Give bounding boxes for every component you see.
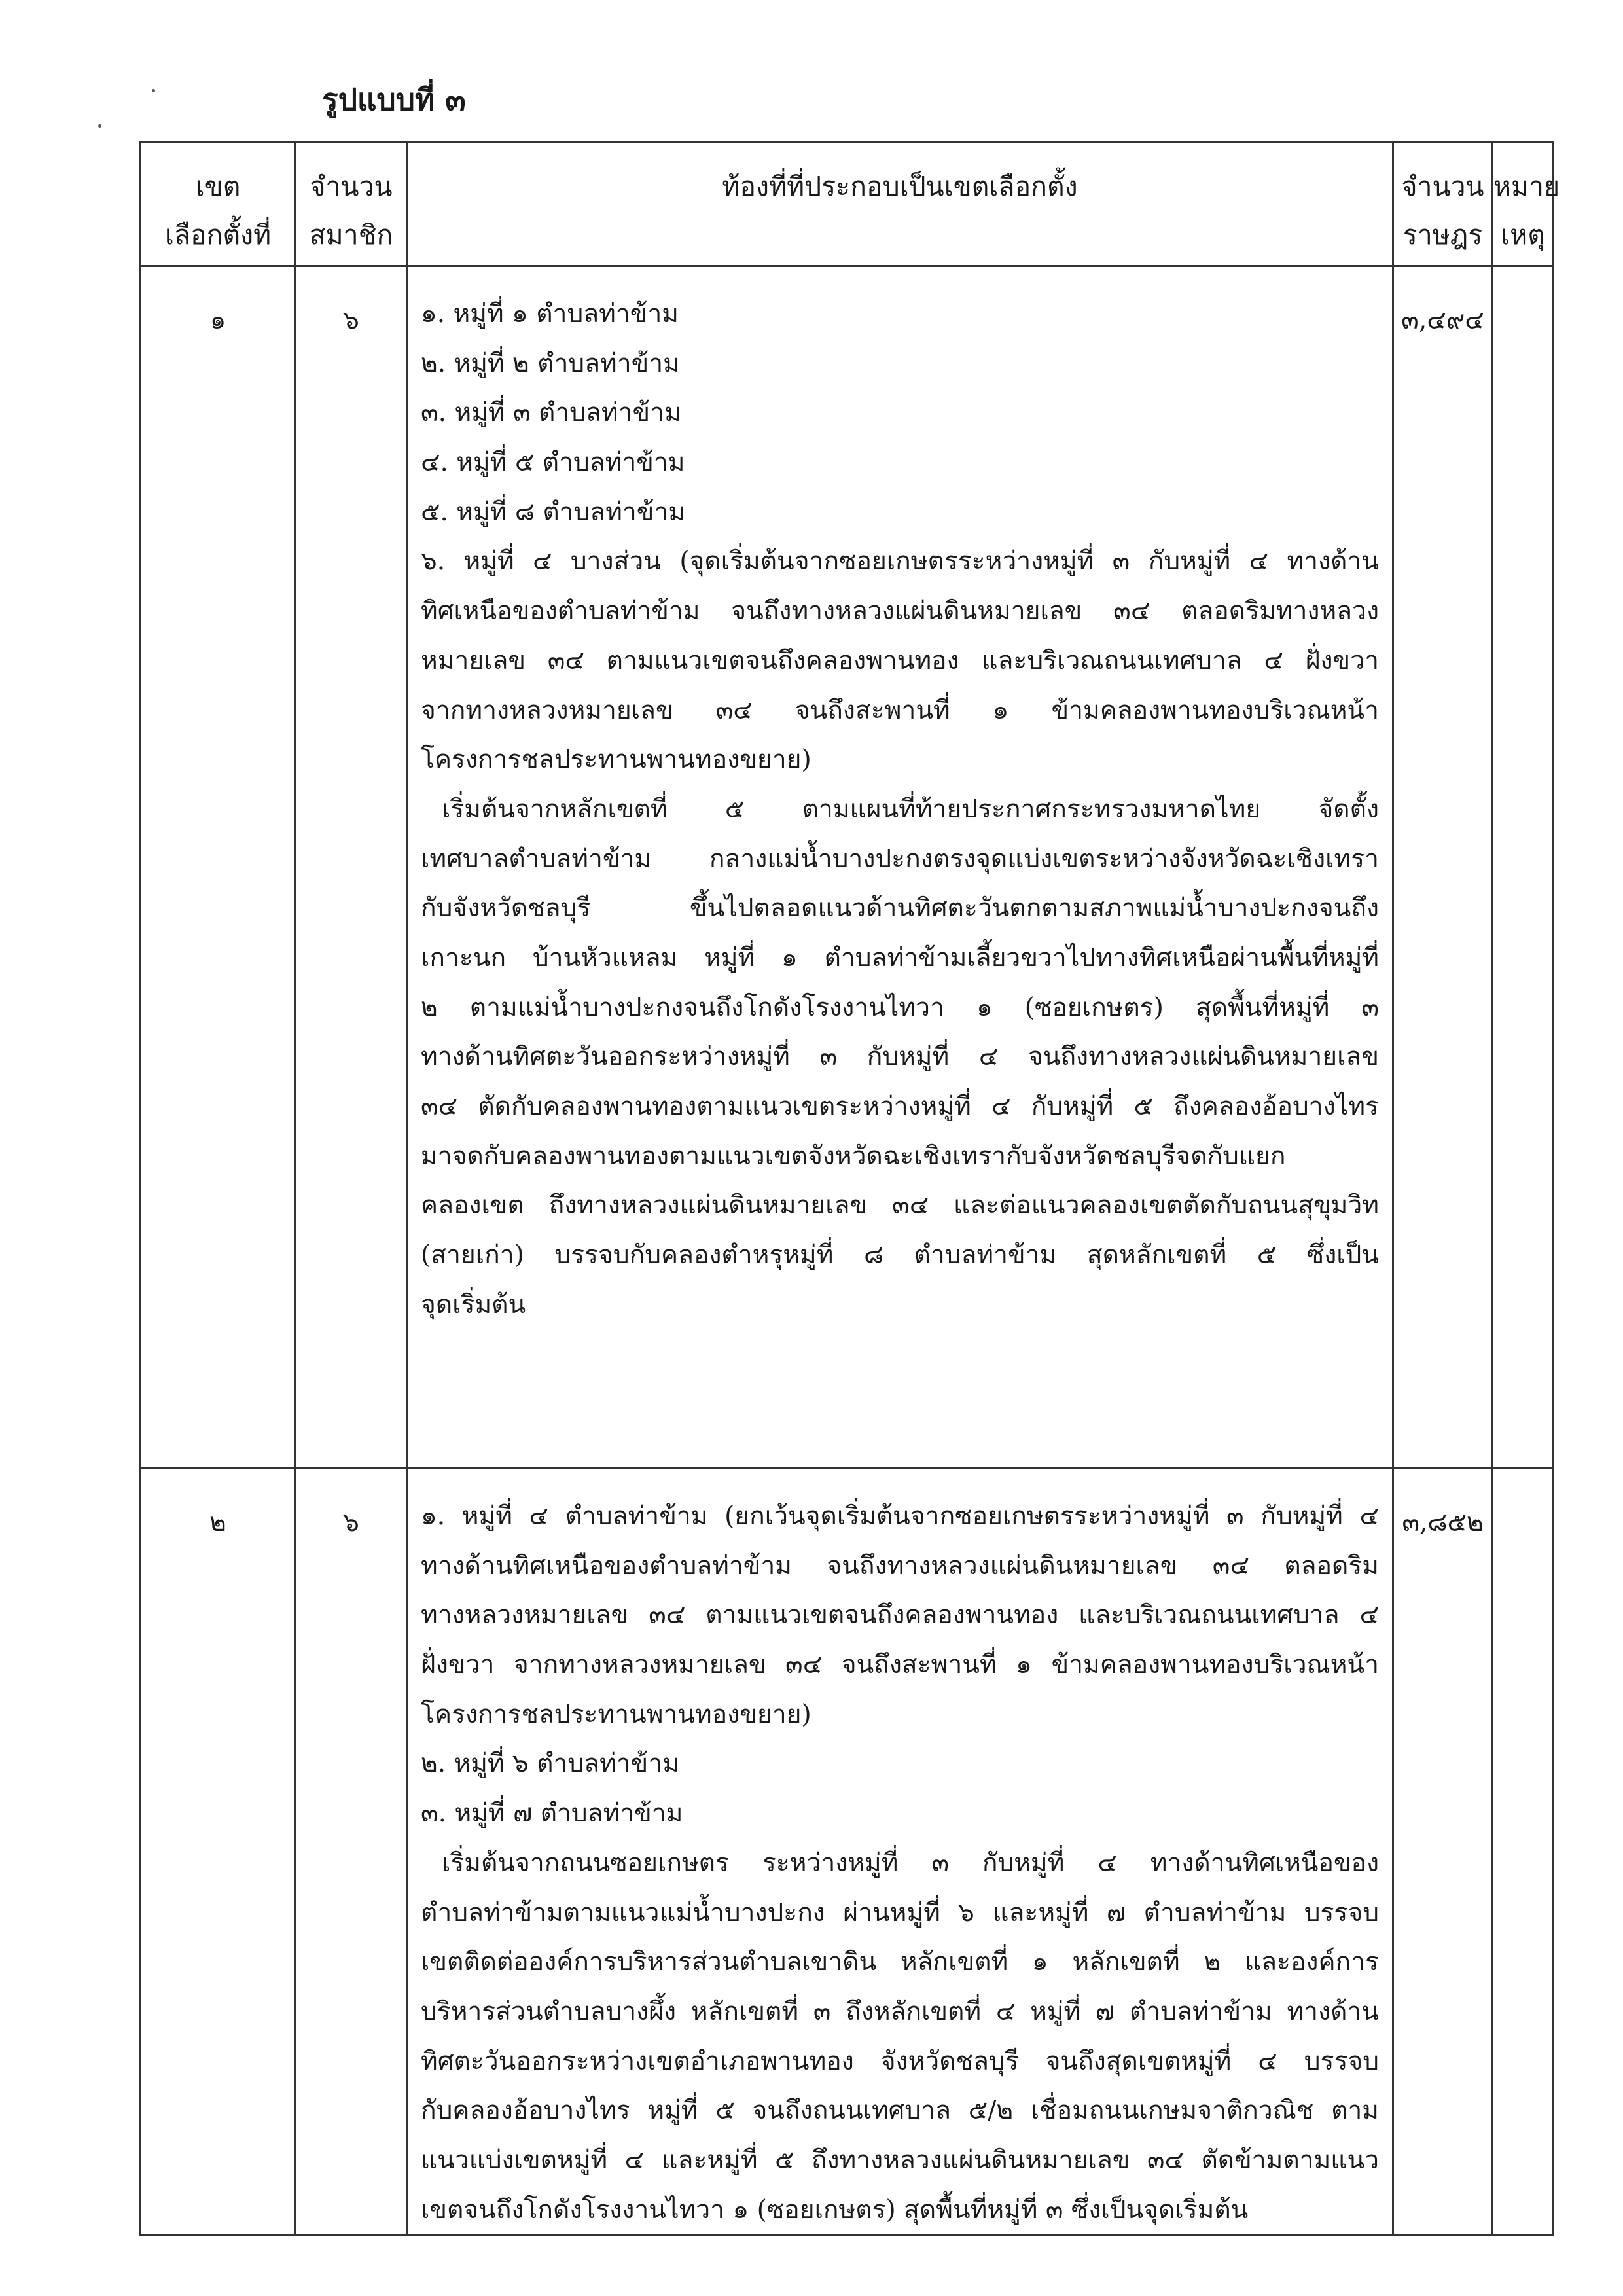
- area-text-line: แนวแบ่งเขตหมู่ที่ ๔ และหมู่ที่ ๕ ถึงทางหลวงแผ่นดินหมายเลข ๓๔ ตัดข้ามตามแนว: [421, 2145, 1379, 2175]
- header-district: [141, 142, 296, 266]
- area-text-line: คลองเขต ถึงทางหลวงแผ่นดินหมายเลข ๓๔ และต่อแนวคลองเขตตัดกับถนนสุขุมวิท: [421, 1191, 1379, 1221]
- area-text-line: ๖. หมู่ที่ ๔ บางส่วน (จุดเริ่มต้นจากซอยเกษตรระหว่างหมู่ที่ ๓ กับหมู่ที่ ๔ ทางด้าน: [421, 547, 1379, 577]
- area-text-line: โครงการชลประทานพานทองขยาย): [421, 745, 812, 775]
- area-text-line: เขตติดต่อองค์การบริหารส่วนตำบลเขาดิน หลักเขตที่ ๑ หลักเขตที่ ๒ และองค์การ: [421, 1947, 1379, 1977]
- area-text-line: ๒. หมู่ที่ ๒ ตำบลท่าข้าม: [421, 348, 680, 378]
- population-count: ๓,๔๙๔: [1393, 266, 1493, 1469]
- area-text-line: ทิศเหนือของตำบลท่าข้าม จนถึงทางหลวงแผ่นดินหมายเลข ๓๔ ตลอดริมทางหลวง: [421, 596, 1379, 626]
- remarks-cell: [1493, 266, 1554, 1469]
- area-text-line: ฝั่งขวา จากทางหลวงหมายเลข ๓๔ จนถึงสะพานที่ ๑ ข้ามคลองพานทองบริเวณหน้า: [421, 1650, 1379, 1680]
- header-members-line: สมาชิก: [309, 219, 393, 251]
- member-count: ๖: [296, 266, 407, 1469]
- header-remarks-line: หมาย: [1493, 171, 1560, 202]
- header-population-line: ราษฎร: [1402, 219, 1483, 251]
- area-text-line: เริ่มต้นจากถนนซอยเกษตร ระหว่างหมู่ที่ ๓ กับหมู่ที่ ๔ ทางด้านทิศเหนือของ: [442, 1848, 1379, 1878]
- header-members-line: จำนวน: [310, 171, 393, 202]
- area-text-line: ทางหลวงหมายเลข ๓๔ ตามแนวเขตจนถึงคลองพานทอง และบริเวณถนนเทศบาล ๔: [421, 1600, 1379, 1630]
- header-area: [407, 142, 1393, 266]
- header-area-label: ท้องที่ที่ประกอบเป็นเขตเลือกตั้ง: [722, 171, 1078, 202]
- area-text-line: จุดเริ่มต้น: [421, 1289, 526, 1319]
- population-count: ๓,๘๕๒: [1393, 1469, 1493, 2236]
- area-text-line: หมายเลข ๓๔ ตามแนวเขตจนถึงคลองพานทอง และบริเวณถนนเทศบาล ๔ ฝั่งขวา: [421, 645, 1379, 675]
- member-count: ๖: [296, 1469, 407, 2236]
- area-text-line: กับจังหวัดชลบุรี ขึ้นไปตลอดแนวด้านทิศตะวันตกตามสภาพแม่น้ำบางปะกงจนถึง: [421, 893, 1379, 924]
- header-remarks: [1493, 142, 1560, 266]
- scan-speck: [98, 124, 101, 128]
- area-text-line: ตำบลท่าข้ามตามแนวแม่น้ำบางปะกง ผ่านหมู่ที่ ๖ และหมู่ที่ ๗ ตำบลท่าข้าม บรรจบ: [421, 1897, 1379, 1928]
- area-text-line: (สายเก่า) บรรจบกับคลองตำหรุหมู่ที่ ๘ ตำบลท่าข้าม สุดหลักเขตที่ ๕ ซึ่งเป็น: [421, 1240, 1379, 1270]
- area-text-line: ๓๔ ตัดกับคลองพานทองตามแนวเขตระหว่างหมู่ที่ ๔ กับหมู่ที่ ๕ ถึงคลองอ้อบางไทร: [421, 1092, 1379, 1121]
- area-text-line: กับคลองอ้อบางไทร หมู่ที่ ๕ จนถึงถนนเทศบาล ๕/๒ เชื่อมถนนเกษมจาติกวณิช ตาม: [421, 2096, 1379, 2126]
- area-text-line: บริหารส่วนตำบลบางผึ้ง หลักเขตที่ ๓ ถึงหลักเขตที่ ๔ หมู่ที่ ๗ ตำบลท่าข้าม ทางด้าน: [421, 1996, 1379, 2026]
- district-area-description: [407, 1469, 1393, 2236]
- area-text-line: ๔. หมู่ที่ ๕ ตำบลท่าข้าม: [421, 448, 685, 478]
- header-district-line: เขต: [195, 171, 241, 202]
- area-text-line: ๑. หมู่ที่ ๑ ตำบลท่าข้าม: [421, 299, 679, 329]
- header-population: [1393, 142, 1493, 266]
- area-text-line: มาจดกับคลองพานทองตามแนวเขตจังหวัดฉะเชิงเทรากับจังหวัดชลบุรีจดกับแยก: [421, 1141, 1286, 1171]
- header-population-line: จำนวน: [1401, 171, 1484, 202]
- table-row: [141, 1469, 1554, 2236]
- area-text-line: เขตจนถึงโกดังโรงงานไทวา ๑ (ซอยเกษตร) สุดพื้นที่หมู่ที่ ๓ ซึ่งเป็นจุดเริ่มต้น: [421, 2195, 1249, 2225]
- area-text-line: เริ่มต้นจากหลักเขตที่ ๕ ตามแผนที่ท้ายประกาศกระทรวงมหาดไทย จัดตั้ง: [442, 794, 1379, 824]
- electoral-district-table: [139, 141, 1560, 2236]
- header-remarks-line: เหตุ: [1501, 219, 1545, 251]
- table-header-row: [141, 142, 1554, 266]
- header-district-line: เลือกตั้งที่: [164, 219, 272, 251]
- area-text-line: ทิศตะวันออกระหว่างเขตอำเภอพานทอง จังหวัดชลบุรี จนถึงสุดเขตหมู่ที่ ๔ บรรจบ: [421, 2046, 1379, 2076]
- area-text-line: ๓. หมู่ที่ ๓ ตำบลท่าข้าม: [421, 398, 681, 428]
- table-row: [141, 266, 1554, 1469]
- district-number: ๒: [141, 1469, 296, 2236]
- area-text-line: ๒ ตามแม่น้ำบางปะกงจนถึงโกดังโรงงานไทวา ๑ (ซอยเกษตร) สุดพื้นที่หมู่ที่ ๓: [421, 992, 1379, 1022]
- area-text-line: ทางด้านทิศตะวันออกระหว่างหมู่ที่ ๓ กับหมู่ที่ ๔ จนถึงทางหลวงแผ่นดินหมายเลข: [421, 1042, 1379, 1072]
- area-text-line: ๓. หมู่ที่ ๗ ตำบลท่าข้าม: [421, 1799, 683, 1829]
- header-members: [296, 142, 407, 266]
- area-text-line: ทางด้านทิศเหนือของตำบลท่าข้าม จนถึงทางหลวงแผ่นดินหมายเลข ๓๔ ตลอดริม: [421, 1551, 1379, 1581]
- area-text-line: ๑. หมู่ที่ ๔ ตำบลท่าข้าม (ยกเว้นจุดเริ่มต้นจากซอยเกษตรระหว่างหมู่ที่ ๓ กับหมู่ที่ ๔: [421, 1501, 1379, 1531]
- document-title: รูปแบบที่ ๓: [322, 82, 466, 117]
- district-number: ๑: [141, 266, 296, 1469]
- scan-speck: [152, 89, 155, 92]
- district-area-description: [407, 266, 1393, 1469]
- area-text-line: ๒. หมู่ที่ ๖ ตำบลท่าข้าม: [421, 1749, 679, 1779]
- area-text-line: เทศบาลตำบลท่าข้าม กลางแม่น้ำบางปะกงตรงจุดแบ่งเขตระหว่างจังหวัดฉะเชิงเทรา: [421, 844, 1379, 874]
- remarks-cell: [1493, 1469, 1554, 2236]
- area-text-line: จากทางหลวงหมายเลข ๓๔ จนถึงสะพานที่ ๑ ข้ามคลองพานทองบริเวณหน้า: [421, 695, 1379, 725]
- area-text-line: โครงการชลประทานพานทองขยาย): [421, 1699, 812, 1729]
- area-text-line: เกาะนก บ้านหัวแหลม หมู่ที่ ๑ ตำบลท่าข้ามเลี้ยวขวาไปทางทิศเหนือผ่านพื้นที่หมู่ที่: [421, 942, 1379, 973]
- area-text-line: ๕. หมู่ที่ ๘ ตำบลท่าข้าม: [421, 497, 686, 527]
